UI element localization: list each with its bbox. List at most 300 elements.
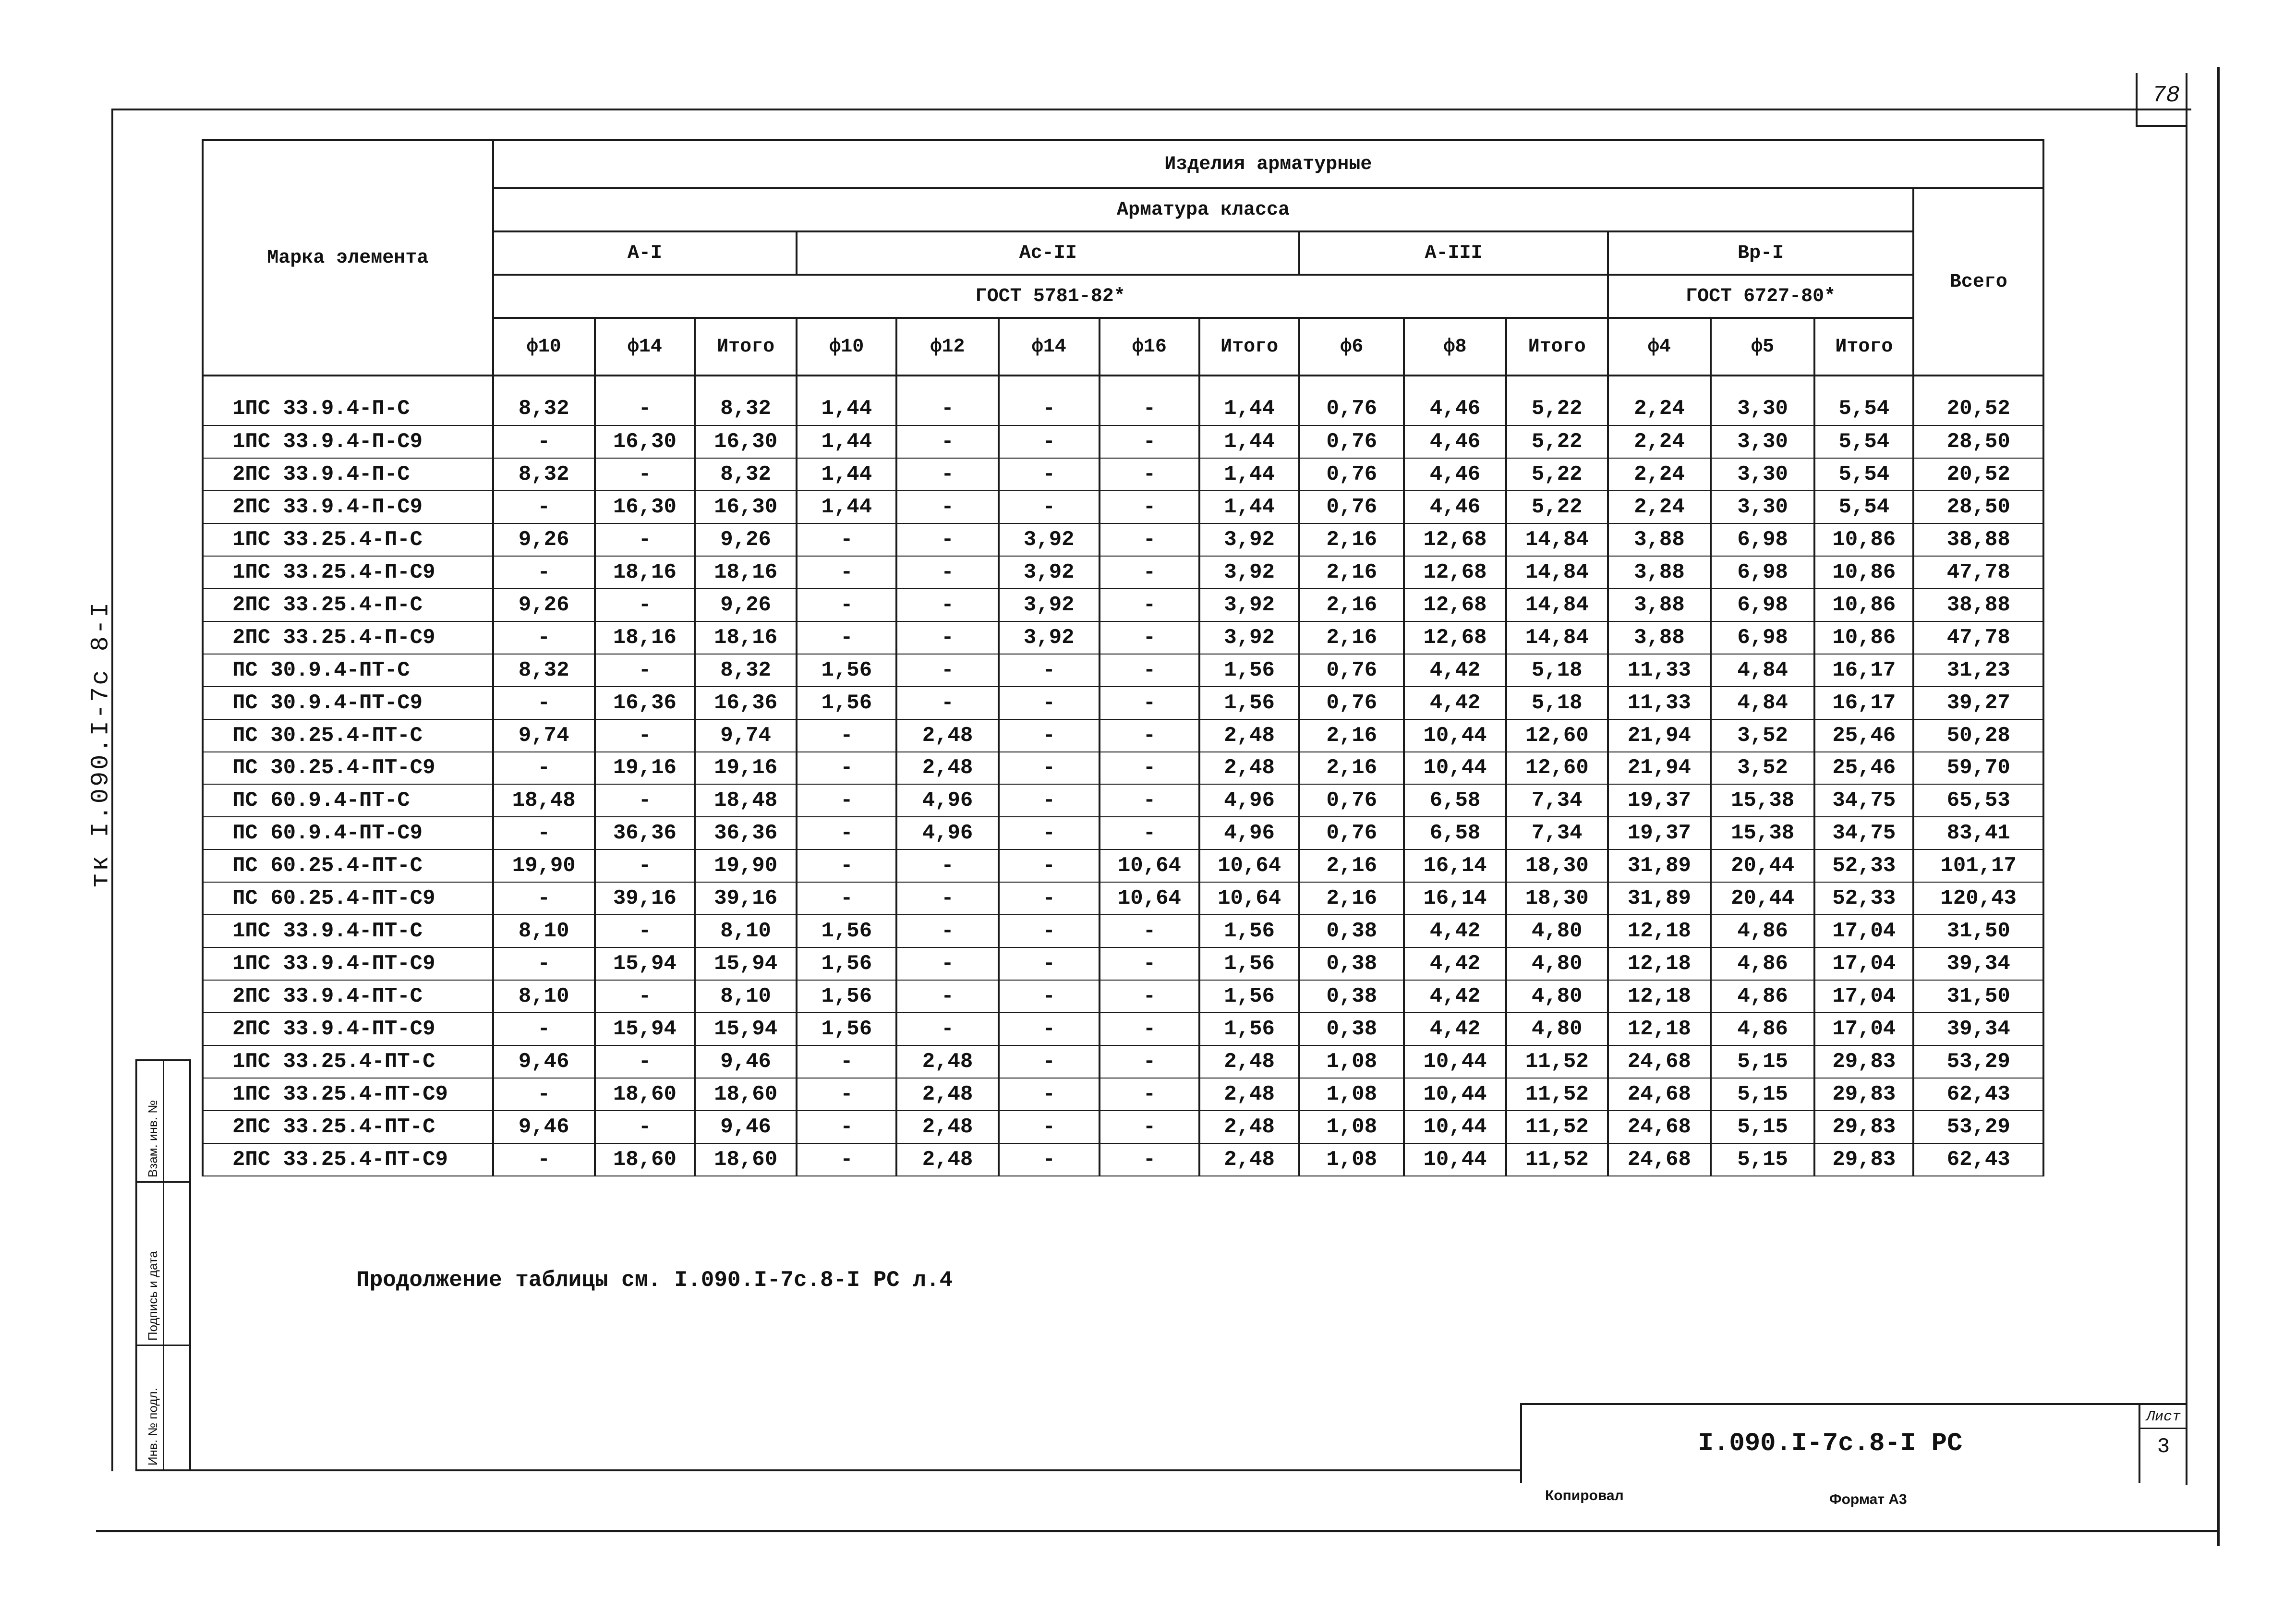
value-cell: 17,04 <box>1814 947 1913 980</box>
value-cell: 4,46 <box>1404 376 1506 425</box>
value-cell: - <box>493 621 595 654</box>
value-cell: 3,30 <box>1711 491 1814 523</box>
value-cell: 12,68 <box>1404 556 1506 589</box>
value-cell: - <box>1100 621 1199 654</box>
value-cell: 38,88 <box>1913 589 2043 621</box>
element-mark-cell: 2ПС 33.9.4-ПТ-С9 <box>203 1013 493 1045</box>
value-cell: 10,86 <box>1814 621 1913 654</box>
value-cell: 29,83 <box>1814 1078 1913 1111</box>
value-cell: 2,48 <box>896 1078 998 1111</box>
value-cell: - <box>896 556 998 589</box>
value-cell: - <box>493 1143 595 1176</box>
value-cell: 0,76 <box>1299 817 1404 849</box>
format-label: Формат А3 <box>1829 1491 1907 1507</box>
stamp-row-inventory <box>137 1345 189 1469</box>
sheet-right-edge <box>2217 67 2220 1546</box>
value-cell: - <box>896 687 998 719</box>
value-cell: 2,48 <box>1199 1143 1299 1176</box>
value-cell: 10,64 <box>1100 849 1199 882</box>
table-row <box>203 687 2043 719</box>
value-cell: - <box>896 621 998 654</box>
value-cell: 20,44 <box>1711 882 1814 915</box>
value-cell: 3,92 <box>1199 523 1299 556</box>
table-row <box>203 1078 2043 1111</box>
value-cell: - <box>595 1045 695 1078</box>
element-mark-cell: 1ПС 33.25.4-ПТ-С9 <box>203 1078 493 1111</box>
value-cell: 2,48 <box>1199 752 1299 785</box>
value-cell: - <box>595 589 695 621</box>
value-cell: - <box>896 376 998 425</box>
value-cell: 17,04 <box>1814 1013 1913 1045</box>
value-cell: 29,83 <box>1814 1111 1913 1143</box>
value-cell: 47,78 <box>1913 556 2043 589</box>
value-cell: 12,18 <box>1608 1013 1711 1045</box>
value-cell: 15,38 <box>1711 817 1814 849</box>
value-cell: 36,36 <box>595 817 695 849</box>
value-cell: - <box>999 784 1100 817</box>
value-cell: - <box>1100 589 1199 621</box>
value-cell: - <box>1100 654 1199 687</box>
value-cell: 5,22 <box>1506 376 1608 425</box>
value-cell: 17,04 <box>1814 980 1913 1013</box>
value-cell: 16,14 <box>1404 882 1506 915</box>
value-cell: - <box>1100 458 1199 491</box>
value-cell: 11,52 <box>1506 1045 1608 1078</box>
value-cell: 1,44 <box>1199 425 1299 458</box>
value-cell: 0,38 <box>1299 1013 1404 1045</box>
class-a3-header: А-III <box>1299 231 1608 275</box>
value-cell: - <box>493 817 595 849</box>
value-cell: 5,15 <box>1711 1111 1814 1143</box>
table-row <box>203 817 2043 849</box>
value-cell: - <box>1100 1013 1199 1045</box>
value-cell: 11,33 <box>1608 654 1711 687</box>
value-cell: 1,56 <box>1199 947 1299 980</box>
value-cell: - <box>999 719 1100 752</box>
class-bp1-header: Вр-I <box>1608 231 1914 275</box>
value-cell: 5,54 <box>1814 425 1913 458</box>
value-cell: 1,44 <box>797 425 896 458</box>
value-cell: 59,70 <box>1913 752 2043 785</box>
column-header: ф6 <box>1299 318 1404 376</box>
table-header <box>203 140 2043 376</box>
value-cell: 3,88 <box>1608 523 1711 556</box>
stamp-row-signature <box>137 1181 189 1345</box>
column-header: ф12 <box>896 318 998 376</box>
element-mark-cell: 1ПС 33.25.4-П-С9 <box>203 556 493 589</box>
value-cell: 10,44 <box>1404 1143 1506 1176</box>
table-row <box>203 980 2043 1013</box>
value-cell: - <box>896 523 998 556</box>
value-cell: - <box>896 947 998 980</box>
table-row <box>203 947 2043 980</box>
value-cell: - <box>595 849 695 882</box>
column-header: ф8 <box>1404 318 1506 376</box>
value-cell: - <box>1100 556 1199 589</box>
value-cell: 10,44 <box>1404 1078 1506 1111</box>
value-cell: 15,94 <box>595 1013 695 1045</box>
value-cell: 19,16 <box>695 752 797 785</box>
value-cell: 5,22 <box>1506 458 1608 491</box>
value-cell: - <box>999 654 1100 687</box>
element-mark-cell: ПС 60.9.4-ПТ-С9 <box>203 817 493 849</box>
value-cell: - <box>896 915 998 947</box>
value-cell: 1,56 <box>1199 980 1299 1013</box>
value-cell: 18,16 <box>595 556 695 589</box>
element-mark-cell: ПС 60.9.4-ПТ-С <box>203 784 493 817</box>
value-cell: 18,60 <box>695 1078 797 1111</box>
value-cell: - <box>493 1078 595 1111</box>
value-cell: 12,18 <box>1608 947 1711 980</box>
value-cell: 31,50 <box>1913 915 2043 947</box>
value-cell: 16,30 <box>695 491 797 523</box>
value-cell: 14,84 <box>1506 556 1608 589</box>
value-cell: - <box>595 784 695 817</box>
value-cell: 10,86 <box>1814 523 1913 556</box>
element-mark-cell: 1ПС 33.9.4-ПТ-С9 <box>203 947 493 980</box>
value-cell: 18,16 <box>695 621 797 654</box>
gost-5781-header: ГОСТ 5781-82* <box>493 275 1608 318</box>
value-cell: - <box>1100 915 1199 947</box>
value-cell: 8,10 <box>695 915 797 947</box>
value-cell: - <box>797 1045 896 1078</box>
stamp-label-signature: Подпись и дата <box>145 1250 160 1341</box>
value-cell: 1,44 <box>1199 376 1299 425</box>
value-cell: - <box>896 882 998 915</box>
value-cell: 1,44 <box>797 376 896 425</box>
column-header: ф14 <box>999 318 1100 376</box>
value-cell: 5,18 <box>1506 687 1608 719</box>
value-cell: 4,42 <box>1404 654 1506 687</box>
value-cell: 10,44 <box>1404 752 1506 785</box>
value-cell: 4,46 <box>1404 491 1506 523</box>
value-cell: 31,89 <box>1608 882 1711 915</box>
value-cell: 1,56 <box>797 687 896 719</box>
value-cell: 8,32 <box>695 654 797 687</box>
value-cell: - <box>999 1143 1100 1176</box>
title-block <box>1520 1403 2139 1483</box>
value-cell: 10,86 <box>1814 556 1913 589</box>
value-cell: - <box>1100 376 1199 425</box>
table-row <box>203 784 2043 817</box>
value-cell: 53,29 <box>1913 1045 2043 1078</box>
value-cell: 24,68 <box>1608 1045 1711 1078</box>
value-cell: 21,94 <box>1608 752 1711 785</box>
value-cell: 3,52 <box>1711 752 1814 785</box>
value-cell: 3,92 <box>999 556 1100 589</box>
value-cell: - <box>797 621 896 654</box>
value-cell: 2,16 <box>1299 719 1404 752</box>
value-cell: 10,44 <box>1404 719 1506 752</box>
value-cell: 10,44 <box>1404 1111 1506 1143</box>
value-cell: - <box>595 523 695 556</box>
value-cell: 34,75 <box>1814 817 1913 849</box>
element-mark-cell: ПС 30.9.4-ПТ-С9 <box>203 687 493 719</box>
value-cell: 5,22 <box>1506 425 1608 458</box>
value-cell: 9,46 <box>695 1045 797 1078</box>
value-cell: 39,27 <box>1913 687 2043 719</box>
value-cell: - <box>999 425 1100 458</box>
sheet-bottom-line <box>96 1530 2218 1532</box>
value-cell: 18,16 <box>695 556 797 589</box>
value-cell: 62,43 <box>1913 1078 2043 1111</box>
value-cell: - <box>896 1013 998 1045</box>
value-cell: 2,48 <box>896 1143 998 1176</box>
value-cell: 18,60 <box>695 1143 797 1176</box>
value-cell: 8,32 <box>493 376 595 425</box>
value-cell: 2,16 <box>1299 523 1404 556</box>
value-cell: 1,56 <box>797 947 896 980</box>
value-cell: 3,88 <box>1608 589 1711 621</box>
value-cell: 52,33 <box>1814 882 1913 915</box>
table-row <box>203 1013 2043 1045</box>
value-cell: 11,52 <box>1506 1111 1608 1143</box>
value-cell: 5,54 <box>1814 491 1913 523</box>
value-cell: 38,88 <box>1913 523 2043 556</box>
value-cell: 5,15 <box>1711 1045 1814 1078</box>
value-cell: - <box>896 849 998 882</box>
element-mark-cell: 2ПС 33.9.4-П-С <box>203 458 493 491</box>
value-cell: 0,38 <box>1299 980 1404 1013</box>
class-a1-header: А-I <box>493 231 797 275</box>
value-cell: - <box>999 376 1100 425</box>
value-cell: - <box>999 458 1100 491</box>
value-cell: 39,16 <box>695 882 797 915</box>
value-cell: - <box>896 425 998 458</box>
value-cell: - <box>1100 784 1199 817</box>
value-cell: 16,30 <box>595 491 695 523</box>
value-cell: - <box>999 687 1100 719</box>
element-mark-cell: 1ПС 33.9.4-П-С <box>203 376 493 425</box>
column-header: Итого <box>695 318 797 376</box>
table-row <box>203 654 2043 687</box>
value-cell: 9,46 <box>695 1111 797 1143</box>
value-cell: 10,64 <box>1199 882 1299 915</box>
value-cell: 3,92 <box>999 523 1100 556</box>
element-mark-cell: ПС 30.25.4-ПТ-С9 <box>203 752 493 785</box>
value-cell: 4,80 <box>1506 1013 1608 1045</box>
table-body <box>203 376 2043 1176</box>
value-cell: 3,92 <box>999 621 1100 654</box>
value-cell: - <box>896 980 998 1013</box>
class-as2-header: Ас-II <box>797 231 1299 275</box>
value-cell: 1,56 <box>797 654 896 687</box>
column-header: ф5 <box>1711 318 1814 376</box>
value-cell: 4,42 <box>1404 947 1506 980</box>
value-cell: 19,16 <box>595 752 695 785</box>
value-cell: 83,41 <box>1913 817 2043 849</box>
value-cell: 4,42 <box>1404 980 1506 1013</box>
frame-top-line <box>111 109 2191 110</box>
mark-header: Марка элемента <box>203 140 493 376</box>
column-header: Итого <box>1506 318 1608 376</box>
value-cell: 3,30 <box>1711 458 1814 491</box>
value-cell: 4,86 <box>1711 1013 1814 1045</box>
value-cell: 16,30 <box>595 425 695 458</box>
value-cell: 3,88 <box>1608 621 1711 654</box>
value-cell: 1,56 <box>1199 1013 1299 1045</box>
table-row <box>203 915 2043 947</box>
value-cell: - <box>493 687 595 719</box>
value-cell: 24,68 <box>1608 1111 1711 1143</box>
value-cell: 2,48 <box>1199 1045 1299 1078</box>
value-cell: 9,46 <box>493 1111 595 1143</box>
value-cell: - <box>999 849 1100 882</box>
value-cell: - <box>999 752 1100 785</box>
continuation-note: Продолжение таблицы см. I.090.I-7с.8-I РС л.4 <box>356 1268 953 1293</box>
value-cell: 6,58 <box>1404 817 1506 849</box>
value-cell: 5,54 <box>1814 458 1913 491</box>
value-cell: 4,86 <box>1711 915 1814 947</box>
reinforcement-table <box>202 139 2044 1176</box>
element-mark-cell: ПС 30.9.4-ПТ-С <box>203 654 493 687</box>
value-cell: 9,74 <box>695 719 797 752</box>
side-stamp <box>135 1059 191 1471</box>
value-cell: - <box>1100 1078 1199 1111</box>
value-cell: 0,76 <box>1299 491 1404 523</box>
value-cell: 4,46 <box>1404 425 1506 458</box>
table-row <box>203 1111 2043 1143</box>
value-cell: 31,23 <box>1913 654 2043 687</box>
value-cell: 6,58 <box>1404 784 1506 817</box>
value-cell: - <box>493 491 595 523</box>
value-cell: 6,98 <box>1711 621 1814 654</box>
element-mark-cell: 2ПС 33.9.4-ПТ-С <box>203 980 493 1013</box>
value-cell: 0,76 <box>1299 376 1404 425</box>
column-header: Итого <box>1814 318 1913 376</box>
table-row <box>203 376 2043 425</box>
value-cell: - <box>999 1045 1100 1078</box>
value-cell: 39,16 <box>595 882 695 915</box>
value-cell: - <box>896 654 998 687</box>
value-cell: 1,08 <box>1299 1045 1404 1078</box>
value-cell: 24,68 <box>1608 1078 1711 1111</box>
value-cell: 16,30 <box>695 425 797 458</box>
table-row <box>203 589 2043 621</box>
value-cell: 4,42 <box>1404 1013 1506 1045</box>
value-cell: 4,96 <box>896 784 998 817</box>
value-cell: 18,30 <box>1506 882 1608 915</box>
value-cell: - <box>1100 1045 1199 1078</box>
value-cell: - <box>493 556 595 589</box>
element-mark-cell: 2ПС 33.9.4-П-С9 <box>203 491 493 523</box>
value-cell: 2,48 <box>896 1111 998 1143</box>
value-cell: 36,36 <box>695 817 797 849</box>
value-cell: 8,10 <box>695 980 797 1013</box>
value-cell: 2,48 <box>896 752 998 785</box>
value-cell: - <box>1100 425 1199 458</box>
value-cell: 2,48 <box>896 719 998 752</box>
value-cell: 28,50 <box>1913 491 2043 523</box>
value-cell: 20,44 <box>1711 849 1814 882</box>
value-cell: - <box>797 589 896 621</box>
value-cell: - <box>999 980 1100 1013</box>
value-cell: 4,96 <box>1199 784 1299 817</box>
value-cell: - <box>1100 817 1199 849</box>
value-cell: 31,89 <box>1608 849 1711 882</box>
value-cell: 3,92 <box>999 589 1100 621</box>
value-cell: 0,76 <box>1299 784 1404 817</box>
value-cell: 4,86 <box>1711 980 1814 1013</box>
value-cell: 15,94 <box>695 947 797 980</box>
value-cell: - <box>896 458 998 491</box>
value-cell: 9,26 <box>695 523 797 556</box>
value-cell: - <box>999 915 1100 947</box>
table-row <box>203 523 2043 556</box>
value-cell: 16,36 <box>695 687 797 719</box>
value-cell: 53,29 <box>1913 1111 2043 1143</box>
gost-6727-header: ГОСТ 6727-80* <box>1608 275 1914 318</box>
value-cell: 31,50 <box>1913 980 2043 1013</box>
value-cell: 16,36 <box>595 687 695 719</box>
value-cell: 20,52 <box>1913 376 2043 425</box>
value-cell: 4,42 <box>1404 687 1506 719</box>
value-cell: 1,44 <box>797 491 896 523</box>
value-cell: - <box>1100 523 1199 556</box>
value-cell: 39,34 <box>1913 1013 2043 1045</box>
value-cell: 15,38 <box>1711 784 1814 817</box>
element-mark-cell: ПС 60.25.4-ПТ-С9 <box>203 882 493 915</box>
value-cell: 9,26 <box>493 589 595 621</box>
value-cell: 3,92 <box>1199 556 1299 589</box>
value-cell: 18,16 <box>595 621 695 654</box>
value-cell: 47,78 <box>1913 621 2043 654</box>
element-mark-cell: 1ПС 33.9.4-ПТ-С <box>203 915 493 947</box>
value-cell: 0,76 <box>1299 458 1404 491</box>
value-cell: - <box>595 458 695 491</box>
products-header: Изделия арматурные <box>493 140 2043 188</box>
value-cell: 4,80 <box>1506 947 1608 980</box>
column-header: ф4 <box>1608 318 1711 376</box>
value-cell: 11,33 <box>1608 687 1711 719</box>
value-cell: 3,92 <box>1199 621 1299 654</box>
value-cell: 19,37 <box>1608 817 1711 849</box>
value-cell: 6,98 <box>1711 523 1814 556</box>
value-cell: - <box>1100 687 1199 719</box>
page-number: 78 <box>2152 83 2180 109</box>
value-cell: 12,60 <box>1506 752 1608 785</box>
value-cell: - <box>999 1111 1100 1143</box>
value-cell: 20,52 <box>1913 458 2043 491</box>
table-row <box>203 621 2043 654</box>
value-cell: 1,08 <box>1299 1111 1404 1143</box>
value-cell: 18,48 <box>493 784 595 817</box>
value-cell: 29,83 <box>1814 1143 1913 1176</box>
value-cell: 8,32 <box>493 458 595 491</box>
value-cell: - <box>797 849 896 882</box>
column-header: ф14 <box>595 318 695 376</box>
value-cell: - <box>797 1143 896 1176</box>
value-cell: 14,84 <box>1506 523 1608 556</box>
element-mark-cell: ПС 30.25.4-ПТ-С <box>203 719 493 752</box>
value-cell: - <box>493 882 595 915</box>
table-row <box>203 1143 2043 1176</box>
value-cell: - <box>1100 980 1199 1013</box>
table-row <box>203 556 2043 589</box>
value-cell: 5,54 <box>1814 376 1913 425</box>
value-cell: - <box>797 882 896 915</box>
value-cell: 50,28 <box>1913 719 2043 752</box>
value-cell: 14,84 <box>1506 589 1608 621</box>
element-mark-cell: 1ПС 33.25.4-П-С <box>203 523 493 556</box>
value-cell: - <box>797 784 896 817</box>
value-cell: 9,46 <box>493 1045 595 1078</box>
value-cell: 9,26 <box>695 589 797 621</box>
value-cell: 2,48 <box>1199 719 1299 752</box>
total-header: Всего <box>1913 188 2043 376</box>
value-cell: - <box>1100 1111 1199 1143</box>
value-cell: 5,18 <box>1506 654 1608 687</box>
